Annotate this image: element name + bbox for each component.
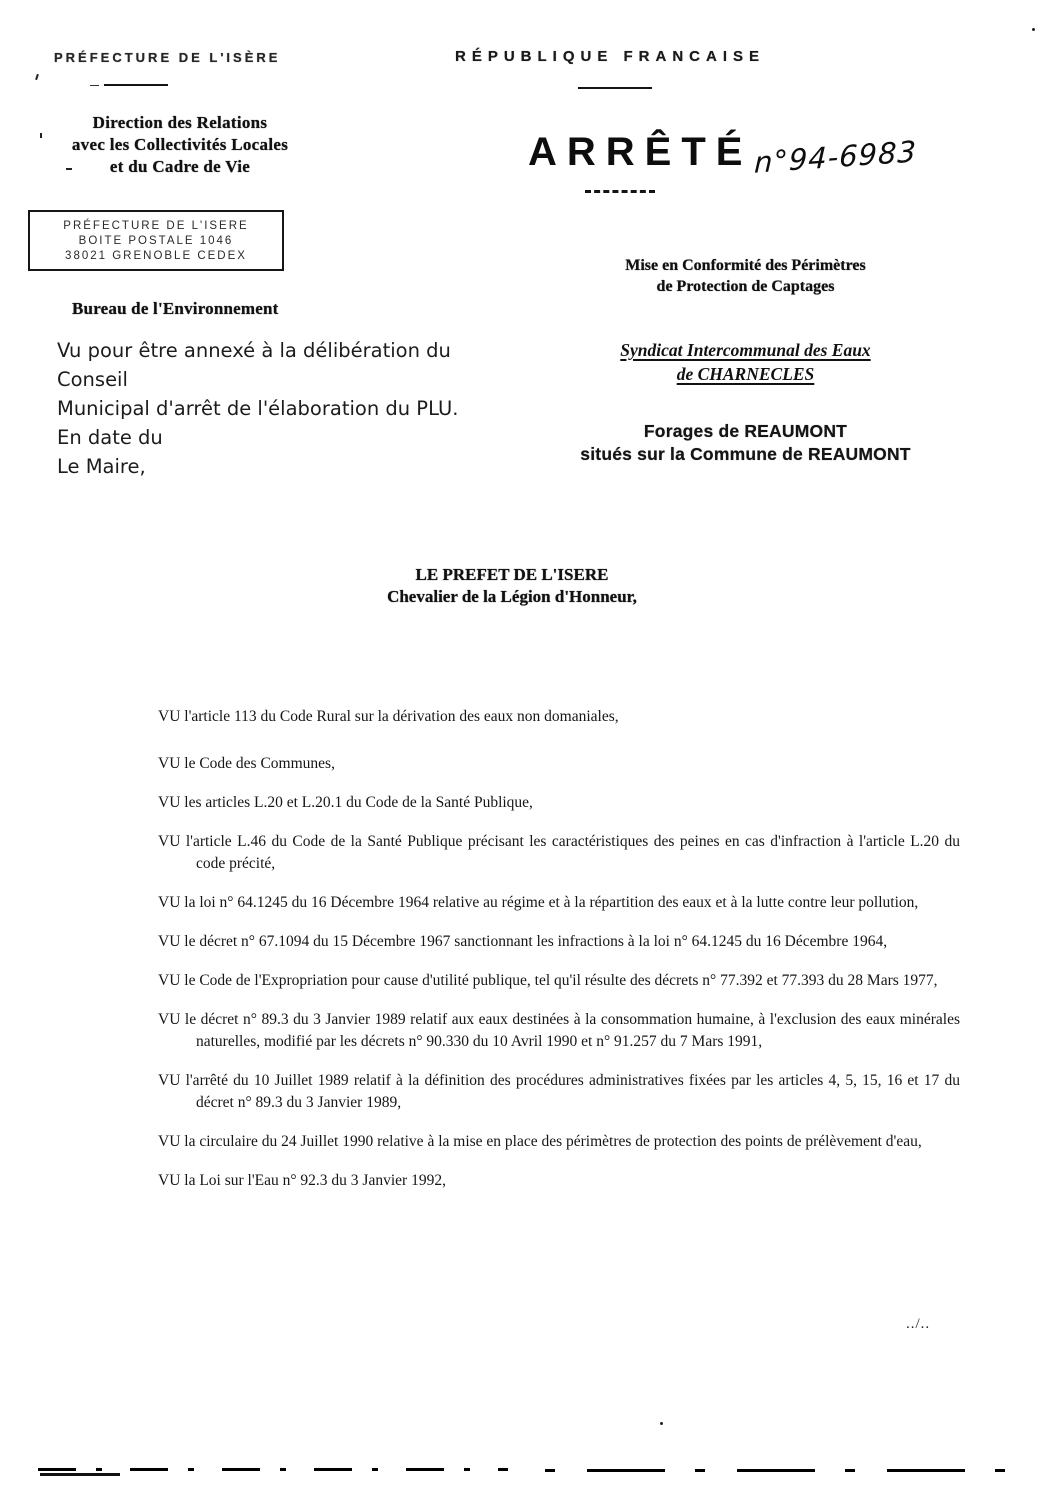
annotation-line: Le Maire, (57, 455, 146, 478)
vu-paragraph: VU la circulaire du 24 Juillet 1990 relative à la mise en place des périmètres de protection des points de prélèvement d'eau, (158, 1133, 922, 1150)
vu-paragraph: VU l'article L.46 du Code de la Santé Publique précisant les caractéristiques des peines en cas d'infraction à l'article L.20 du code précité, (158, 833, 960, 872)
subject-line: Mise en Conformité des Périmètres (625, 257, 866, 274)
vu-paragraph: VU le décret n° 67.1094 du 15 Décembre 1967 sanctionnant les infractions à la loi n° 64.1245 du 16 Décembre 1964, (158, 933, 888, 950)
vu-paragraph-list (158, 706, 960, 1209)
forages-line: situés sur la Commune de REAUMONT (580, 444, 911, 464)
arrete-number-handwritten: n°94-6983 (754, 134, 918, 180)
continuation-mark: ../.. (906, 1316, 931, 1332)
arrete-title-row (528, 130, 918, 180)
address-line: 38021 GRENOBLE CEDEX (65, 250, 247, 262)
bureau-title: Bureau de l'Environnement (72, 299, 279, 318)
annotation-line: Vu pour être annexé à la délibération du Conseil (57, 339, 451, 391)
scan-speck (40, 133, 42, 138)
scan-speck (90, 85, 99, 86)
prefet-heading (287, 564, 737, 608)
vu-paragraph: VU l'arrêté du 10 Juillet 1989 relatif à la définition des procédures administratives fixées par les articles 4, 5, 15, 16 et 17 du décret n° 89.3 du 3 Janvier 1989, (158, 1072, 960, 1111)
scan-edge-artifact (40, 1473, 120, 1476)
address-line: BOITE POSTALE 1046 (78, 235, 234, 247)
vu-paragraph: VU les articles L.20 et L.20.1 du Code de la Santé Publique, (158, 794, 533, 811)
prefet-line: LE PREFET DE L'ISERE (415, 565, 609, 584)
forages-block (538, 420, 953, 466)
subject-block (558, 255, 933, 297)
republique-header-underline (578, 87, 652, 89)
address-stamp-box (28, 210, 284, 271)
arrete-title-underline (585, 190, 655, 193)
direction-line: Direction des Relations (92, 113, 268, 132)
scan-speck (1032, 28, 1035, 31)
republique-header: RÉPUBLIQUE FRANCAISE (455, 48, 766, 65)
syndicat-line: de CHARNECLES (676, 364, 815, 384)
annotation-line: En date du (57, 426, 163, 449)
address-line: PRÉFECTURE DE L'ISERE (63, 220, 249, 232)
annotation-line: Municipal d'arrêt de l'élaboration du PLU. (57, 397, 459, 420)
scan-edge-artifact (545, 1469, 1025, 1472)
prefet-line: Chevalier de la Légion d'Honneur, (387, 587, 637, 606)
vu-paragraph: VU le Code des Communes, (158, 755, 335, 772)
scan-speck (35, 74, 39, 80)
subject-line: de Protection de Captages (656, 278, 835, 295)
vu-paragraph: VU l'article 113 du Code Rural sur la dérivation des eaux non domaniales, (158, 708, 619, 725)
prefecture-header: PRÉFECTURE DE L'ISÈRE (54, 50, 281, 65)
direction-block (40, 112, 320, 178)
vu-paragraph: VU le décret n° 89.3 du 3 Janvier 1989 relatif aux eaux destinées à la consommation humaine, à l'exclusion des eaux minérales naturelles, modifié par les décrets n° 90.330 du 10 Avril 1990 et n° 91.257 du 7 Mars 1991, (158, 1011, 960, 1050)
forages-line: Forages de REAUMONT (643, 421, 848, 441)
arrete-title: ARRÊTÉ (528, 130, 753, 174)
syndicat-line: Syndicat Intercommunal des Eaux (620, 340, 871, 360)
vu-paragraph: VU le Code de l'Expropriation pour cause d'utilité publique, tel qu'il résulte des décrets n° 77.392 et 77.393 du 28 Mars 1977, (158, 972, 938, 989)
prefecture-header-underline (104, 84, 168, 86)
direction-line: avec les Collectivités Locales (71, 135, 289, 154)
scan-speck (660, 1422, 663, 1425)
plu-annotation-block (57, 336, 507, 481)
vu-paragraph: VU la loi n° 64.1245 du 16 Décembre 1964 relative au régime et à la répartition des eaux et à la lutte contre leur pollution, (158, 894, 919, 911)
scan-edge-artifact (38, 1468, 508, 1471)
vu-paragraph: VU la Loi sur l'Eau n° 92.3 du 3 Janvier 1992, (158, 1172, 446, 1189)
direction-line: et du Cadre de Vie (109, 157, 251, 176)
syndicat-block (558, 338, 933, 386)
scan-speck (66, 168, 72, 170)
